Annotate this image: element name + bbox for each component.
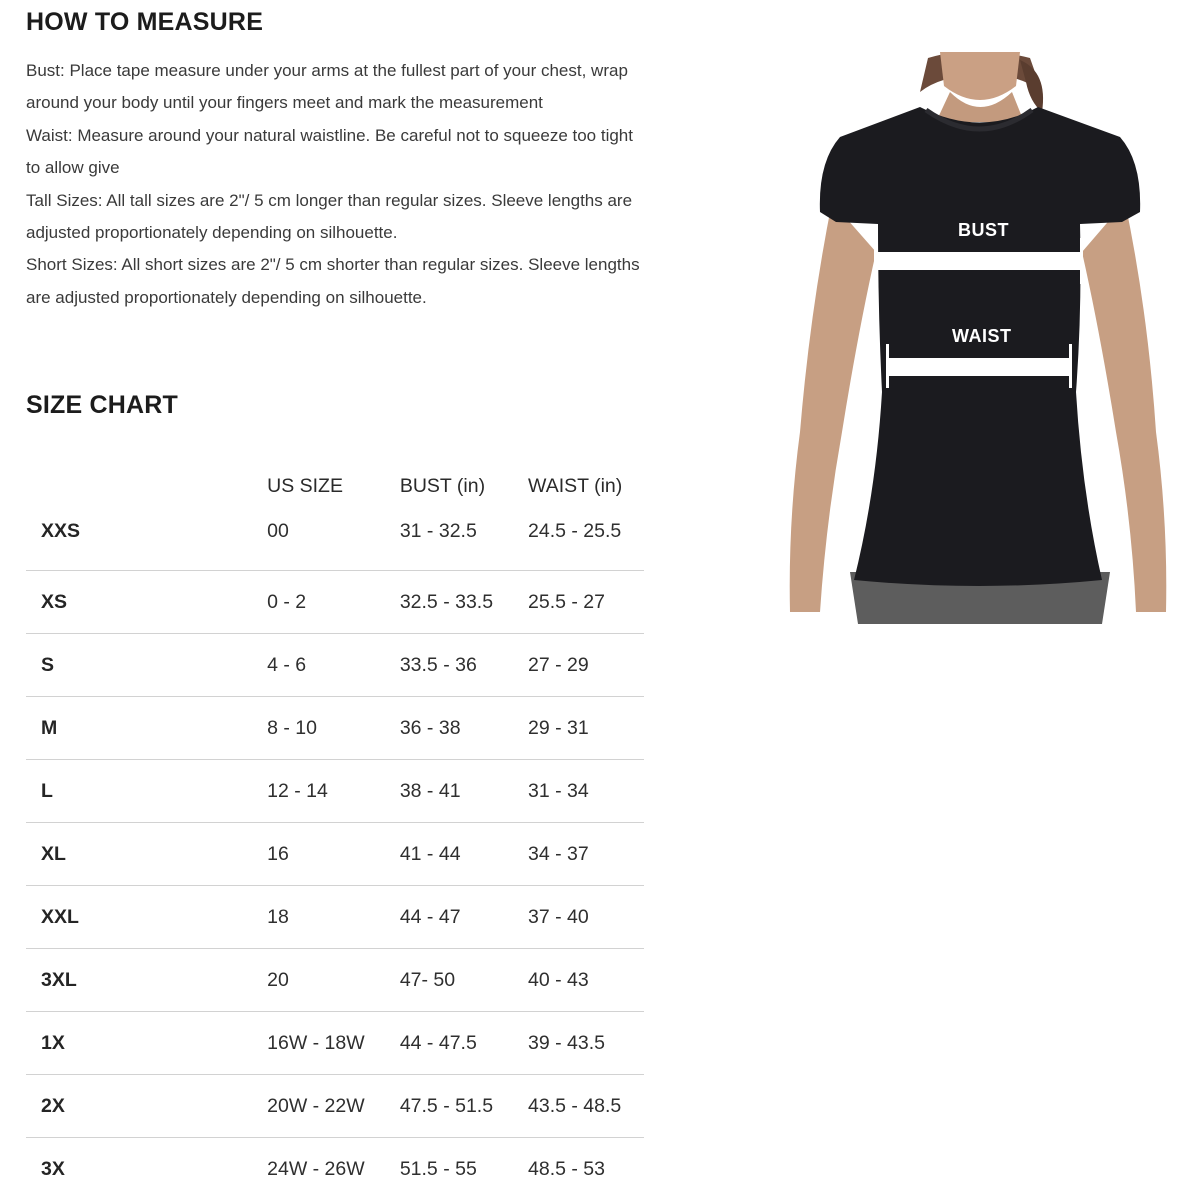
waist-cell: 37 - 40 xyxy=(528,886,644,949)
waist-cell: 25.5 - 27 xyxy=(528,571,644,634)
short-sizes-note: Short Sizes: All short sizes are 2"/ 5 cm shorter than regular sizes. Sleeve lengths are adjusted proportionately depending on silhouette. xyxy=(26,255,640,307)
table-row xyxy=(26,634,644,697)
bust-cell: 47.5 - 51.5 xyxy=(400,1075,528,1138)
waist-cell: 43.5 - 48.5 xyxy=(528,1075,644,1138)
size-cell: XXL xyxy=(26,886,267,949)
waist-cell: 27 - 29 xyxy=(528,634,644,697)
how-to-measure-heading: HOW TO MEASURE xyxy=(26,8,264,36)
table-row xyxy=(26,823,644,886)
us-size-cell: 16 xyxy=(267,823,400,886)
waist-cell: 48.5 - 53 xyxy=(528,1138,644,1200)
size-chart-table xyxy=(26,456,644,1200)
bust-cell: 44 - 47 xyxy=(400,886,528,949)
us-size-cell: 0 - 2 xyxy=(267,571,400,634)
size-cell: M xyxy=(26,697,267,760)
waist-cell: 39 - 43.5 xyxy=(528,1012,644,1075)
size-cell: XXS xyxy=(41,520,81,542)
bust-cell: 51.5 - 55 xyxy=(400,1138,528,1200)
table-header-row xyxy=(26,456,644,516)
column-header-size xyxy=(26,456,267,516)
column-header-us-size: US SIZE xyxy=(267,474,343,497)
waist-cell: 29 - 31 xyxy=(528,697,644,760)
size-chart-heading: SIZE CHART xyxy=(26,391,178,419)
us-size-cell: 12 - 14 xyxy=(267,760,400,823)
table-row xyxy=(26,1012,644,1075)
bust-cell: 31 - 32.5 xyxy=(399,520,477,542)
bust-cell: 32.5 - 33.5 xyxy=(400,571,528,634)
column-header-waist: WAIST (in) xyxy=(528,474,623,497)
bust-cell: 41 - 44 xyxy=(400,823,528,886)
bust-cell: 38 - 41 xyxy=(400,760,528,823)
us-size-cell: 20 xyxy=(267,949,400,1012)
size-cell: 2X xyxy=(26,1075,267,1138)
column-header-bust: BUST (in) xyxy=(399,474,486,497)
us-size-cell: 24W - 26W xyxy=(267,1138,400,1200)
table-row xyxy=(26,886,644,949)
size-rows xyxy=(26,516,644,1200)
us-size-cell: 20W - 22W xyxy=(267,1075,400,1138)
us-size-cell: 16W - 18W xyxy=(267,1012,400,1075)
table-row xyxy=(26,1075,644,1138)
table-row xyxy=(26,697,644,760)
bust-cell: 33.5 - 36 xyxy=(400,634,528,697)
waist-cell: 34 - 37 xyxy=(528,823,644,886)
size-cell: XL xyxy=(26,823,267,886)
table-row xyxy=(26,949,644,1012)
waist-cell: 24.5 - 25.5 xyxy=(528,520,622,542)
table-row xyxy=(26,516,644,571)
table-row xyxy=(26,571,644,634)
size-cell: 3X xyxy=(26,1138,267,1200)
size-cell: L xyxy=(26,760,267,823)
size-cell: S xyxy=(26,634,267,697)
table-row xyxy=(26,760,644,823)
size-cell: 1X xyxy=(26,1012,267,1075)
waist-cell: 31 - 34 xyxy=(528,760,644,823)
size-cell: XS xyxy=(26,571,267,634)
bust-label: BUST xyxy=(958,220,1009,240)
waist-label: WAIST xyxy=(952,326,1012,346)
bust-cell: 47- 50 xyxy=(400,949,528,1012)
bust-cell: 36 - 38 xyxy=(400,697,528,760)
us-size-cell: 4 - 6 xyxy=(267,634,400,697)
waist-cell: 40 - 43 xyxy=(528,949,644,1012)
us-size-cell: 8 - 10 xyxy=(267,697,400,760)
bust-cell: 44 - 47.5 xyxy=(400,1012,528,1075)
us-size-cell: 00 xyxy=(267,520,289,542)
size-cell: 3XL xyxy=(26,949,267,1012)
waist-instruction: Waist: Measure around your natural waistline. Be careful not to squeeze too tight to allow give xyxy=(26,125,633,178)
tall-sizes-note: Tall Sizes: All tall sizes are 2"/ 5 cm longer than regular sizes. Sleeve lengths are adjusted proportionately depending on silhouette. xyxy=(26,190,633,243)
bust-instruction: Bust: Place tape measure under your arms at the fullest part of your chest, wrap around your body until your fingers meet and mark the measurement xyxy=(26,61,628,113)
us-size-cell: 18 xyxy=(267,886,400,949)
measure-instructions xyxy=(26,55,651,314)
model-figure xyxy=(780,52,1175,624)
table-row xyxy=(26,1138,644,1200)
